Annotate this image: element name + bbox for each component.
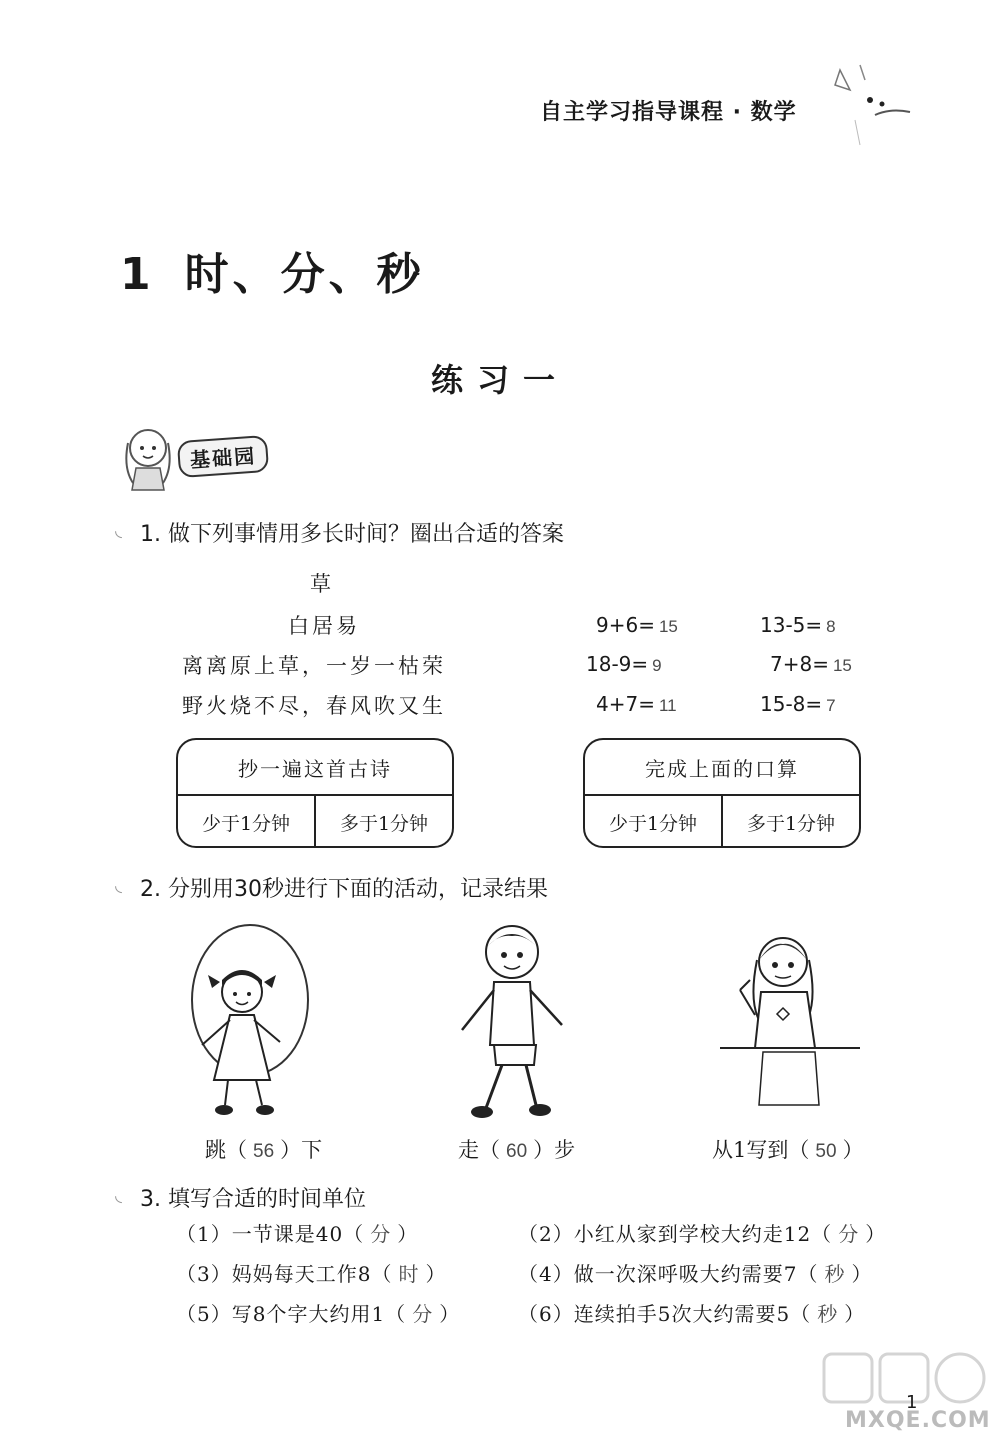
- q3-prompt: 3. 填写合适的时间单位: [140, 1187, 366, 1212]
- calc-1: [596, 613, 678, 637]
- fill-text: （1）一节课是40（: [176, 1222, 365, 1246]
- exercise-title: 练习一: [430, 361, 569, 399]
- choice-box-calc: [583, 738, 861, 848]
- choice-box-task: 抄一遍这首古诗: [178, 740, 452, 796]
- calc-2: [760, 613, 836, 637]
- jump-rope-girl-illustration: [180, 920, 320, 1125]
- calc-answer: 11: [658, 696, 677, 715]
- section-label: 基础园: [177, 435, 269, 478]
- poem-line-2: 野火烧不尽，春风吹又生: [182, 694, 446, 718]
- chapter-heading: [120, 238, 425, 302]
- poem-author: 白居易: [288, 614, 360, 638]
- fill-answer: 时: [398, 1264, 420, 1286]
- calc-answer: 15: [832, 656, 852, 675]
- page-number: 1: [906, 1392, 918, 1413]
- option-less-than-minute[interactable]: 少于1分钟: [608, 812, 698, 835]
- fill-text: （5）写8个字大约用1（: [176, 1302, 407, 1326]
- question-marker-icon: ◟: [115, 875, 122, 896]
- fill-text: ）: [397, 1222, 419, 1246]
- fill-answer: 分: [370, 1224, 392, 1246]
- choice-box-poem: [176, 738, 454, 848]
- fill-item-5: [176, 1298, 460, 1327]
- activity-walk-caption: [458, 1134, 575, 1164]
- caption-text: ）: [842, 1138, 864, 1162]
- fill-answer: 分: [412, 1304, 434, 1326]
- caption-text: 跳（: [205, 1138, 247, 1162]
- activity-answer: 60: [506, 1141, 528, 1162]
- fill-text: ）: [439, 1302, 461, 1326]
- activity-answer: 50: [815, 1141, 837, 1162]
- chapter-number: 1: [120, 249, 155, 300]
- calc-answer: 8: [826, 617, 836, 636]
- writing-girl-illustration: [715, 920, 865, 1125]
- fill-text: ）: [844, 1302, 866, 1326]
- calc-expr: 7+8=: [770, 652, 829, 676]
- q1-prompt: 1. 做下列事情用多长时间？圈出合适的答案: [140, 522, 564, 547]
- fill-answer: 秒: [817, 1304, 839, 1326]
- fill-item-3: [176, 1258, 446, 1287]
- choice-box-task: 完成上面的口算: [585, 740, 859, 796]
- calc-6: [760, 692, 836, 716]
- fill-item-6: [518, 1298, 865, 1327]
- chapter-title: 时、分、秒: [184, 249, 425, 300]
- poem-title: 草: [310, 572, 334, 596]
- calc-answer: 7: [826, 696, 836, 715]
- option-less-than-minute[interactable]: 少于1分钟: [201, 812, 291, 835]
- fill-item-2: [518, 1218, 886, 1247]
- fill-text: （3）妈妈每天工作8（: [176, 1262, 393, 1286]
- calc-expr: 4+7=: [596, 692, 655, 716]
- q2-prompt: 2. 分别用30秒进行下面的活动，记录结果: [140, 877, 548, 902]
- fill-text: （2）小红从家到学校大约走12（: [518, 1222, 833, 1246]
- caption-text: ）下: [280, 1138, 323, 1162]
- watermark-text: MXQE.COM: [845, 1408, 991, 1433]
- calc-answer: 9: [652, 656, 662, 675]
- option-more-than-minute[interactable]: 多于1分钟: [314, 796, 452, 848]
- fill-text: ）: [865, 1222, 887, 1246]
- fill-answer: 秒: [824, 1264, 846, 1286]
- option-more-than-minute[interactable]: 多于1分钟: [721, 796, 859, 848]
- calc-answer: 15: [658, 617, 678, 636]
- fill-item-4: [518, 1258, 872, 1287]
- calc-5: [596, 692, 677, 716]
- question-marker-icon: ◟: [115, 1185, 122, 1206]
- caption-text: 走（: [458, 1138, 500, 1162]
- decorative-sparkle-icon: [820, 60, 930, 155]
- poem-line-1: 离离原上草，一岁一枯荣: [182, 654, 446, 678]
- calc-expr: 9+6=: [596, 613, 655, 637]
- fill-text: （4）做一次深呼吸大约需要7（: [518, 1262, 819, 1286]
- fill-text: ）: [425, 1262, 447, 1286]
- fill-text: （6）连续拍手5次大约需要5（: [518, 1302, 812, 1326]
- calc-expr: 18-9=: [586, 652, 649, 676]
- calc-3: [586, 652, 662, 676]
- calc-expr: 15-8=: [760, 692, 823, 716]
- fill-text: ）: [851, 1262, 873, 1286]
- activity-write-caption: [712, 1134, 864, 1164]
- caption-text: 从1写到（: [712, 1138, 810, 1162]
- fill-answer: 分: [838, 1224, 860, 1246]
- fill-item-1: [176, 1218, 418, 1247]
- caption-text: ）步: [533, 1138, 576, 1162]
- walking-boy-illustration: [450, 920, 580, 1125]
- question-marker-icon: ◟: [115, 520, 122, 541]
- calc-4: [770, 652, 852, 676]
- activity-jump-caption: [205, 1134, 322, 1164]
- header-title: 自主学习指导课程 · 数学: [540, 100, 797, 125]
- calc-expr: 13-5=: [760, 613, 823, 637]
- activity-answer: 56: [253, 1141, 275, 1162]
